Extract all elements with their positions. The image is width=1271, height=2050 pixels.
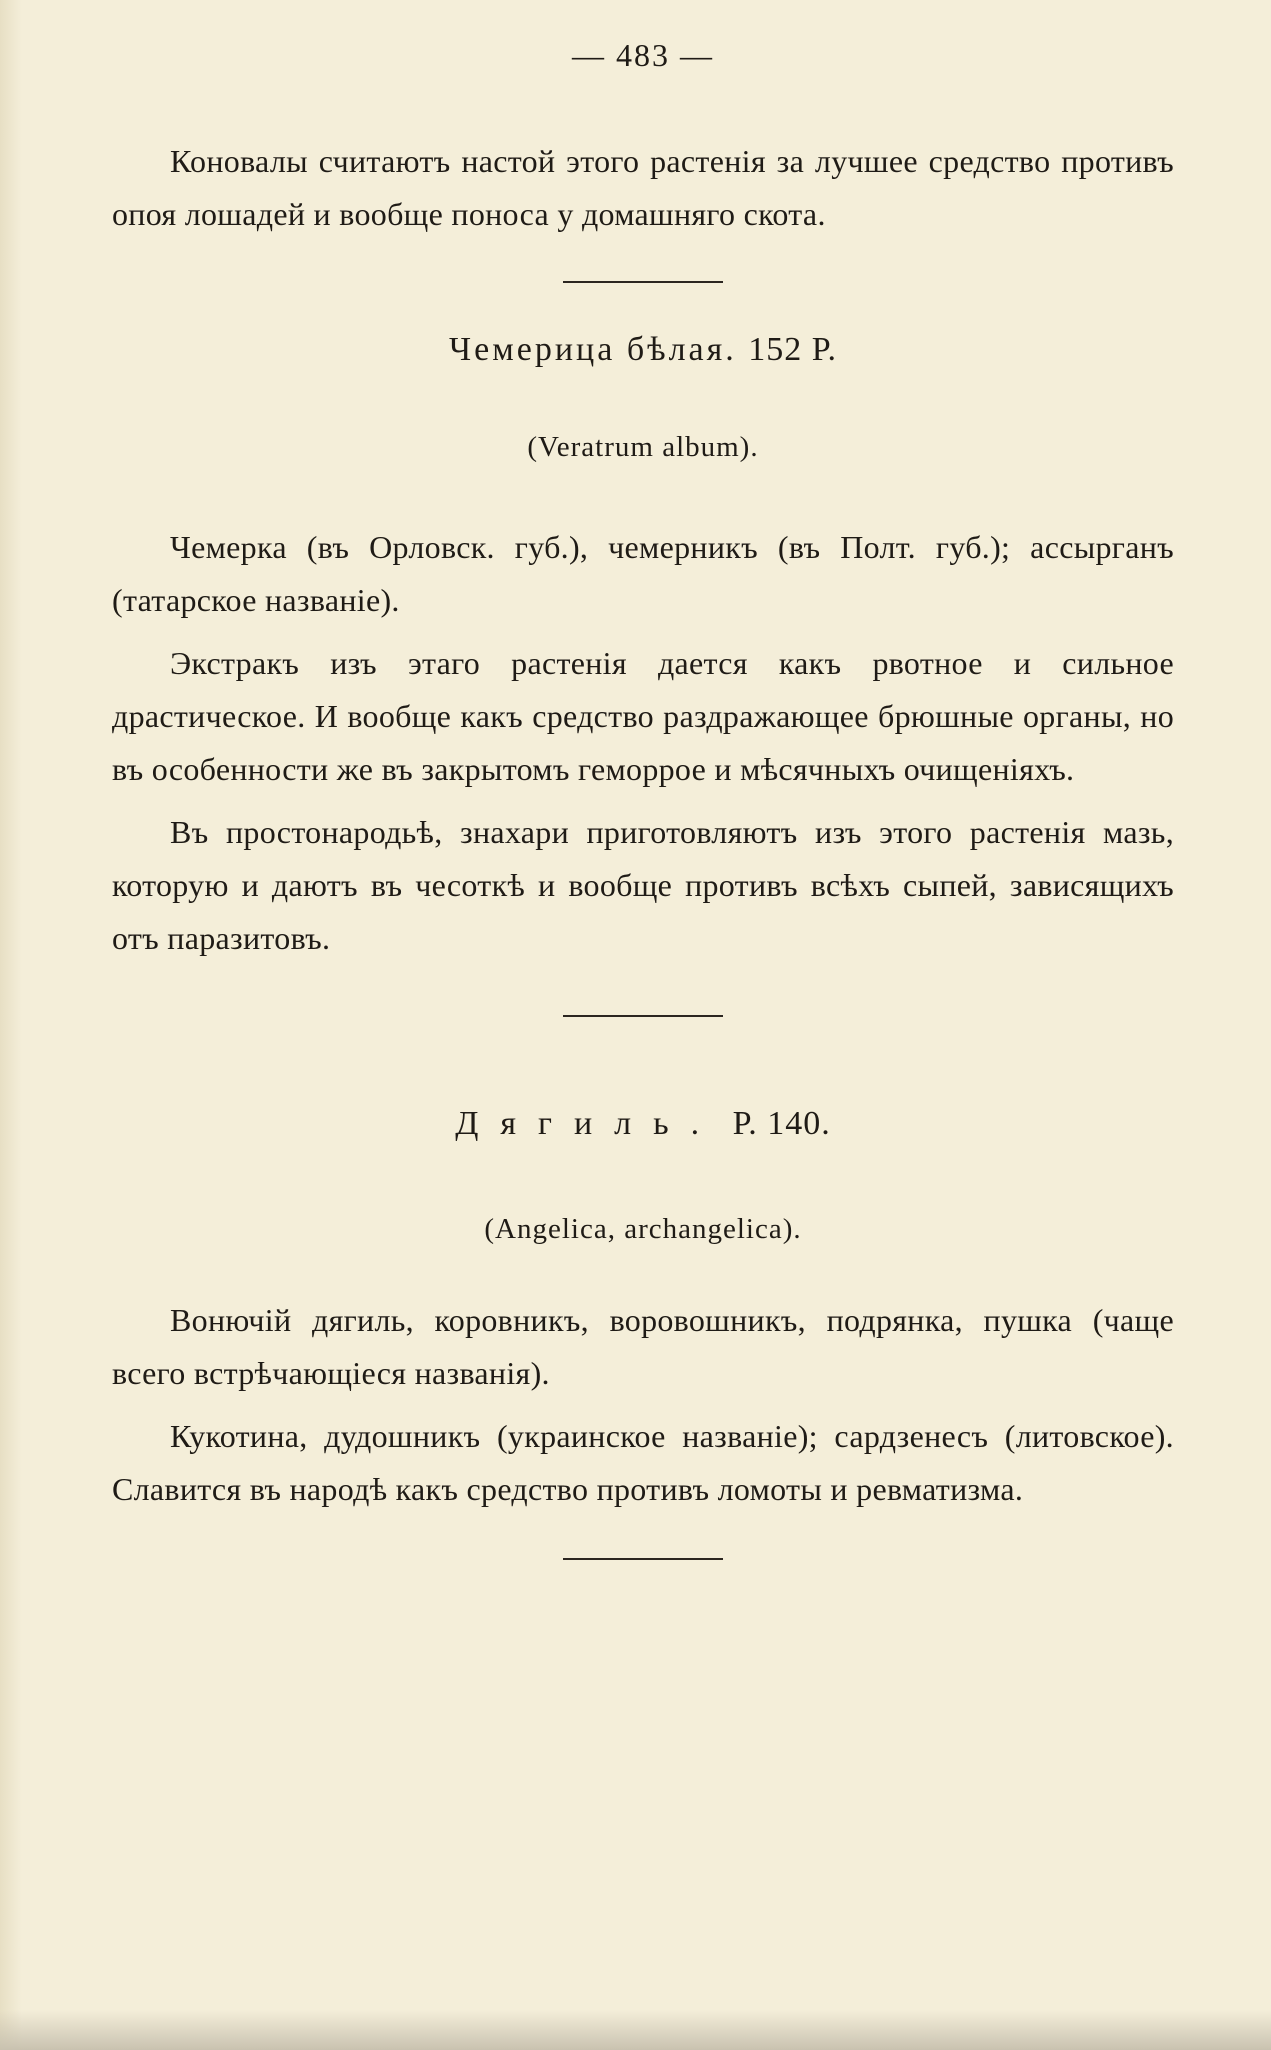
page-number: — 483 — [572, 37, 714, 73]
intro-paragraph: Коновалы считаютъ настой этого растенія за лучшее средство противъ опоя лошадей и вообще поноса у домашняго скота. [112, 143, 1174, 232]
latin-name: (Veratrum album). [527, 431, 759, 463]
section-title: Дягиль. [455, 1105, 722, 1142]
section-divider [563, 1558, 723, 1560]
section-paragraph: Чемерка (въ Орловск. губ.), чемерникъ (въ Полт. губ.); ассырганъ (татарское названіе). [112, 529, 1174, 618]
page-edge-shadow [0, 0, 22, 2050]
section-paragraph: Кукотина, дудошникъ (украинское названіе); сардзенесъ (литовское). Славится въ народѣ какъ средство противъ ломоты и ревматизма. [112, 1418, 1174, 1507]
section-reference: 152 Р. [748, 331, 837, 368]
text-column [112, 30, 1174, 1560]
section-paragraph: Въ простонародьѣ, знахари приготовляютъ изъ этого растенія мазь, которую и даютъ въ чесоткѣ и вообще противъ всѣхъ сыпей, зависящихъ отъ паразитовъ. [112, 814, 1174, 956]
section-paragraph: Экстракъ изъ этаго растенія дается какъ рвотное и сильное драстическое. И вообще какъ средство раздражающее брюшные органы, но въ особенности же въ закрытомъ геморрое и мѣсячныхъ очищеніяхъ. [112, 645, 1174, 787]
section-paragraph: Вонючій дягиль, коровникъ, воровошникъ, подрянка, пушка (чаще всего встрѣчающіеся названія). [112, 1302, 1174, 1391]
latin-name: (Angelica, archangelica). [484, 1213, 802, 1245]
section-heading [112, 1105, 1174, 1143]
section-reference: Р. 140. [732, 1105, 831, 1142]
section-heading [112, 331, 1174, 369]
section-title: Чемерица бѣлая. [449, 331, 737, 368]
page-bottom-shadow [0, 2010, 1271, 2050]
